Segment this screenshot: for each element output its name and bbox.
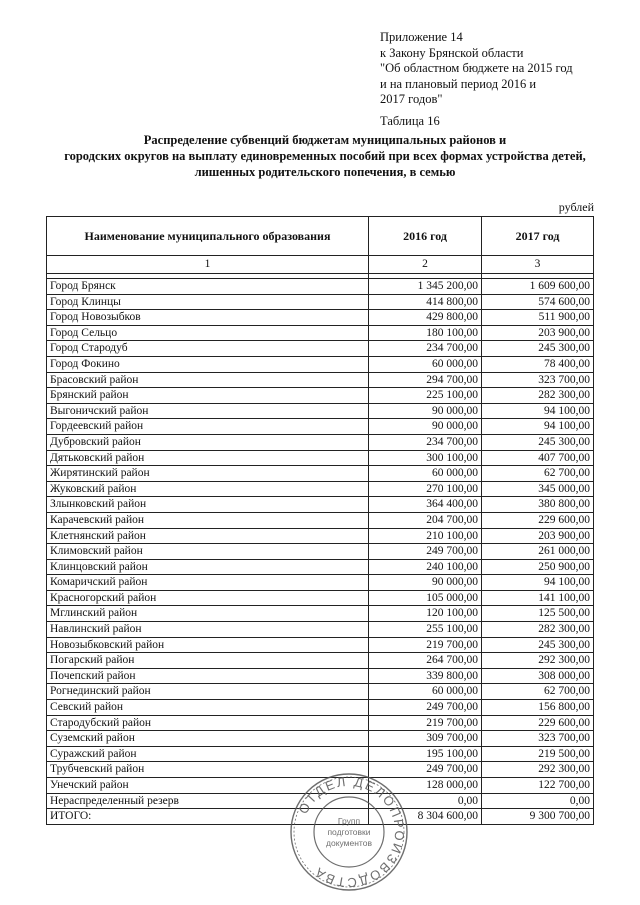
municipality-name: Гордеевский район	[47, 419, 369, 435]
amount-2017: 282 300,00	[482, 388, 594, 404]
amount-2016: 90 000,00	[369, 403, 482, 419]
municipality-name: Дятьковский район	[47, 450, 369, 466]
table-row	[47, 403, 594, 419]
table-row	[47, 341, 594, 357]
table-row	[47, 559, 594, 575]
subsidy-table	[46, 216, 594, 825]
municipality-name: Город Брянск	[47, 279, 369, 295]
table-row	[47, 279, 594, 295]
amount-2017: 219 500,00	[482, 746, 594, 762]
municipality-name: Город Новозыбков	[47, 310, 369, 326]
amount-2017: 122 700,00	[482, 778, 594, 794]
table-row	[47, 481, 594, 497]
office-stamp	[287, 770, 411, 894]
amount-2016: 300 100,00	[369, 450, 482, 466]
municipality-name: Унечский район	[47, 778, 369, 794]
municipality-name: Город Стародуб	[47, 341, 369, 357]
amount-2017: 94 100,00	[482, 403, 594, 419]
amount-2016: 0,00	[369, 793, 482, 809]
amount-2016: 225 100,00	[369, 388, 482, 404]
municipality-name: Трубчевский район	[47, 762, 369, 778]
amount-2016: 180 100,00	[369, 325, 482, 341]
table-row	[47, 325, 594, 341]
amount-2016: 90 000,00	[369, 419, 482, 435]
table-row	[47, 637, 594, 653]
appendix-line: к Закону Брянской области	[380, 45, 524, 60]
amount-2016: 414 800,00	[369, 294, 482, 310]
municipality-name: Город Фокино	[47, 356, 369, 372]
amount-2017: 345 000,00	[482, 481, 594, 497]
amount-2017: 9 300 700,00	[482, 809, 594, 825]
amount-2016: 429 800,00	[369, 310, 482, 326]
amount-2016: 240 100,00	[369, 559, 482, 575]
amount-2016: 270 100,00	[369, 481, 482, 497]
stamp-ring-text: ОТДЕЛ ДЕЛОПРОИЗВОДСТВА	[295, 773, 408, 891]
amount-2016: 60 000,00	[369, 466, 482, 482]
municipality-name: Дубровский район	[47, 434, 369, 450]
amount-2017: 156 800,00	[482, 700, 594, 716]
title-line: городских округов на выплату единовременных пособий при всех формах устройства детей,	[64, 149, 586, 163]
table-row	[47, 590, 594, 606]
table-row	[47, 700, 594, 716]
col-number: 1	[47, 256, 369, 274]
municipality-name: Нераспределенный резерв	[47, 793, 369, 809]
header-row	[47, 217, 594, 256]
appendix-line: "Об областном бюджете на 2015 год	[380, 61, 573, 75]
municipality-name: Город Сельцо	[47, 325, 369, 341]
amount-2016: 219 700,00	[369, 715, 482, 731]
table-row	[47, 419, 594, 435]
amount-2016: 339 800,00	[369, 668, 482, 684]
col-number: 3	[482, 256, 594, 274]
table-row	[47, 450, 594, 466]
table-row	[47, 606, 594, 622]
municipality-name: Рогнединский район	[47, 684, 369, 700]
amount-2017: 511 900,00	[482, 310, 594, 326]
document-title	[40, 132, 610, 180]
amount-2017: 245 300,00	[482, 341, 594, 357]
municipality-name: Злынковский район	[47, 497, 369, 513]
amount-2016: 249 700,00	[369, 700, 482, 716]
table-row	[47, 653, 594, 669]
amount-2017: 245 300,00	[482, 637, 594, 653]
municipality-name: Суземский район	[47, 731, 369, 747]
table-row	[47, 434, 594, 450]
amount-2017: 282 300,00	[482, 622, 594, 638]
header-name: Наименование муниципального образования	[47, 217, 369, 256]
table-row	[47, 715, 594, 731]
amount-2017: 308 000,00	[482, 668, 594, 684]
amount-2017: 229 600,00	[482, 715, 594, 731]
amount-2017: 0,00	[482, 793, 594, 809]
amount-2017: 203 900,00	[482, 325, 594, 341]
amount-2016: 234 700,00	[369, 341, 482, 357]
stamp-center-line: подготовки	[327, 827, 371, 837]
municipality-name: Севский район	[47, 700, 369, 716]
stamp-center-line: документов	[326, 838, 372, 848]
currency-unit: рублей	[558, 200, 594, 214]
table-row	[47, 575, 594, 591]
amount-2017: 407 700,00	[482, 450, 594, 466]
amount-2017: 292 300,00	[482, 762, 594, 778]
amount-2016: 90 000,00	[369, 575, 482, 591]
table-row	[47, 466, 594, 482]
table-row	[47, 497, 594, 513]
municipality-name: Город Клинцы	[47, 294, 369, 310]
amount-2017: 62 700,00	[482, 466, 594, 482]
amount-2016: 60 000,00	[369, 356, 482, 372]
amount-2017: 229 600,00	[482, 512, 594, 528]
amount-2016: 234 700,00	[369, 434, 482, 450]
title-line: лишенных родительского попечения, в семью	[194, 165, 456, 179]
table-row	[47, 372, 594, 388]
table-row	[47, 622, 594, 638]
municipality-name: Жирятинский район	[47, 466, 369, 482]
amount-2017: 245 300,00	[482, 434, 594, 450]
municipality-name: Клетнянский район	[47, 528, 369, 544]
municipality-name: Клинцовский район	[47, 559, 369, 575]
amount-2017: 125 500,00	[482, 606, 594, 622]
table-row	[47, 528, 594, 544]
amount-2016: 204 700,00	[369, 512, 482, 528]
amount-2016: 219 700,00	[369, 637, 482, 653]
amount-2017: 380 800,00	[482, 497, 594, 513]
amount-2017: 1 609 600,00	[482, 279, 594, 295]
amount-2016: 294 700,00	[369, 372, 482, 388]
municipality-name: ИТОГО:	[47, 809, 369, 825]
amount-2017: 141 100,00	[482, 590, 594, 606]
amount-2016: 249 700,00	[369, 762, 482, 778]
title-line: Распределение субвенций бюджетам муниципальных районов и	[143, 133, 507, 147]
amount-2016: 120 100,00	[369, 606, 482, 622]
amount-2017: 94 100,00	[482, 419, 594, 435]
municipality-name: Стародубский район	[47, 715, 369, 731]
municipality-name: Брасовский район	[47, 372, 369, 388]
table-row	[47, 544, 594, 560]
table-row	[47, 310, 594, 326]
table-row	[47, 294, 594, 310]
municipality-name: Суражский район	[47, 746, 369, 762]
table-row	[47, 388, 594, 404]
appendix-line: и на плановый период 2016 и	[380, 76, 537, 91]
amount-2016: 195 100,00	[369, 746, 482, 762]
municipality-name: Погарский район	[47, 653, 369, 669]
municipality-name: Климовский район	[47, 544, 369, 560]
municipality-name: Брянский район	[47, 388, 369, 404]
appendix-line: 2017 годов"	[380, 92, 443, 106]
municipality-name: Навлинский район	[47, 622, 369, 638]
amount-2016: 60 000,00	[369, 684, 482, 700]
table-label: Таблица 16	[380, 113, 440, 128]
amount-2017: 78 400,00	[482, 356, 594, 372]
amount-2017: 94 100,00	[482, 575, 594, 591]
amount-2016: 309 700,00	[369, 731, 482, 747]
column-number-row	[47, 256, 594, 274]
appendix-header	[380, 30, 573, 129]
amount-2017: 261 000,00	[482, 544, 594, 560]
amount-2016: 249 700,00	[369, 544, 482, 560]
amount-2016: 105 000,00	[369, 590, 482, 606]
col-number: 2	[369, 256, 482, 274]
amount-2016: 8 304 600,00	[369, 809, 482, 825]
municipality-name: Комаричский район	[47, 575, 369, 591]
table-row	[47, 731, 594, 747]
municipality-name: Выгоничский район	[47, 403, 369, 419]
table-row	[47, 512, 594, 528]
stamp-center-line: Групп	[337, 816, 361, 826]
appendix-line: Приложение 14	[380, 30, 463, 44]
municipality-name: Красногорский район	[47, 590, 369, 606]
table-row	[47, 356, 594, 372]
municipality-name: Карачевский район	[47, 512, 369, 528]
amount-2016: 1 345 200,00	[369, 279, 482, 295]
municipality-name: Мглинский район	[47, 606, 369, 622]
table-row	[47, 684, 594, 700]
table-row	[47, 668, 594, 684]
header-2017: 2017 год	[482, 217, 594, 256]
amount-2017: 62 700,00	[482, 684, 594, 700]
municipality-name: Жуковский район	[47, 481, 369, 497]
amount-2017: 250 900,00	[482, 559, 594, 575]
amount-2017: 574 600,00	[482, 294, 594, 310]
municipality-name: Новозыбковский район	[47, 637, 369, 653]
amount-2017: 323 700,00	[482, 372, 594, 388]
amount-2016: 264 700,00	[369, 653, 482, 669]
table-row	[47, 746, 594, 762]
amount-2016: 255 100,00	[369, 622, 482, 638]
municipality-name: Почепский район	[47, 668, 369, 684]
amount-2016: 210 100,00	[369, 528, 482, 544]
amount-2017: 323 700,00	[482, 731, 594, 747]
amount-2016: 364 400,00	[369, 497, 482, 513]
amount-2017: 203 900,00	[482, 528, 594, 544]
header-2016: 2016 год	[369, 217, 482, 256]
amount-2017: 292 300,00	[482, 653, 594, 669]
amount-2016: 128 000,00	[369, 778, 482, 794]
